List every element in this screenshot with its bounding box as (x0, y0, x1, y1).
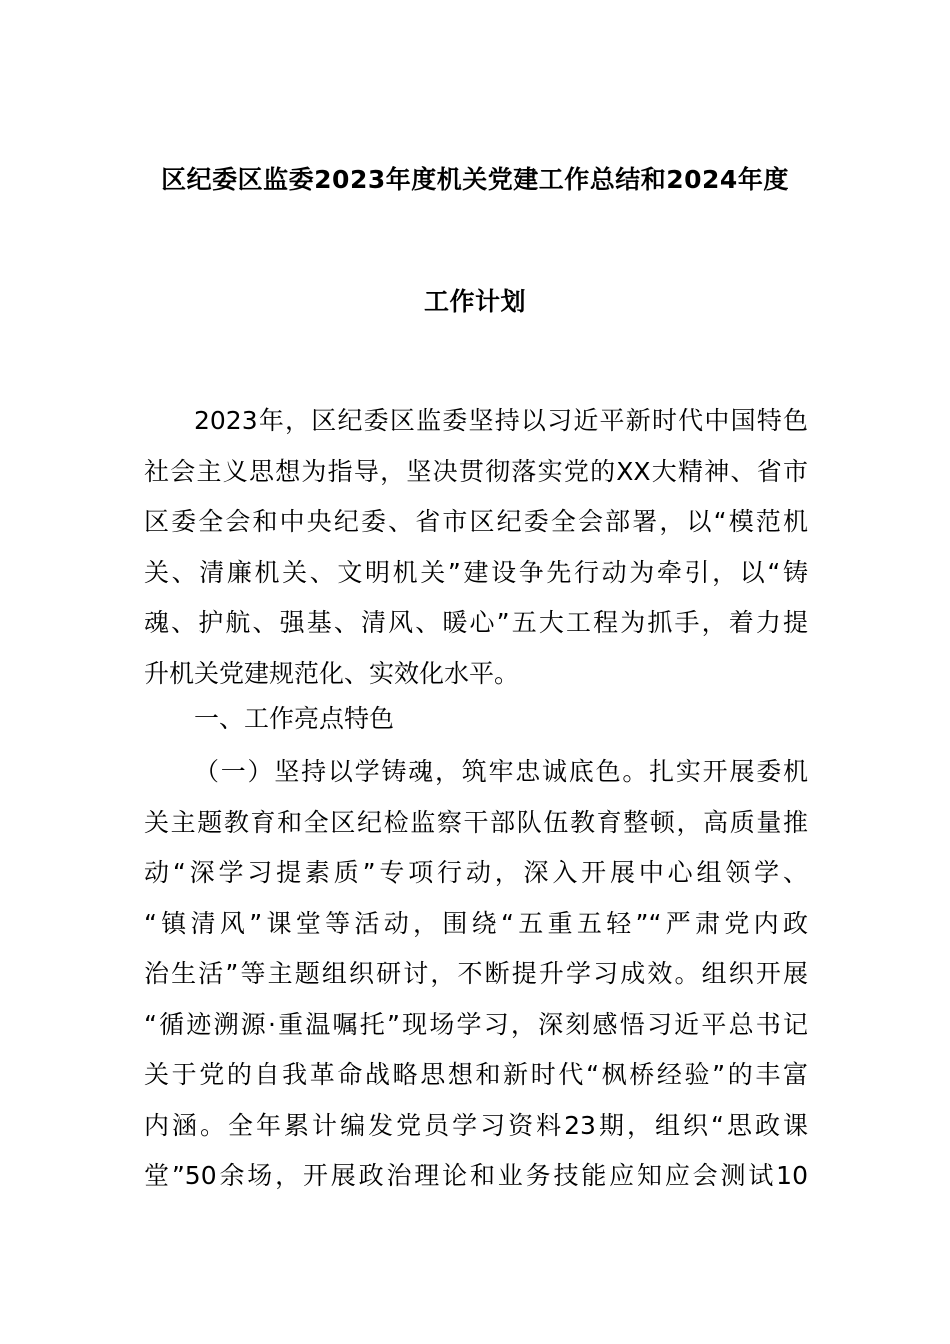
paragraph-line: （一）坚持以学铸魂，筑牢忠诚底色。扎实开展委机 (194, 757, 808, 786)
paragraph-line: 区委全会和中央纪委、省市区纪委全会部署，以“模范机 (144, 507, 808, 536)
paragraph-line: 魂、护航、强基、清风、暖心”五大工程为抓手，着力提 (144, 608, 808, 637)
document-title-line-2: 工作计划 (423, 287, 526, 316)
paragraph-line: 治生活”等主题组织研讨，不断提升学习成效。组织开展 (144, 959, 808, 988)
paragraph-line: 堂”50余场，开展政治理论和业务技能应知应会测试10 (144, 1161, 808, 1190)
section-heading: 一、工作亮点特色 (194, 704, 395, 733)
paragraph-line: “镇清风”课堂等活动，围绕“五重五轻”“严肃党内政 (144, 908, 808, 938)
paragraph-line: 动“深学习提素质”专项行动，深入开展中心组领学、 (144, 858, 808, 887)
paragraph-line: 社会主义思想为指导，坚决贯彻落实党的XX大精神、省市 (144, 456, 808, 486)
paragraph-line: 关于党的自我革命战略思想和新时代“枫桥经验”的丰富 (144, 1060, 808, 1089)
document-title-line-1: 区纪委区监委2023年度机关党建工作总结和2024年度 (161, 165, 789, 194)
paragraph-line: 关、清廉机关、文明机关”建设争先行动为牵引，以“铸 (144, 557, 808, 587)
section1-paragraph (144, 747, 808, 1202)
paragraph-line: 升机关党建规范化、实效化水平。 (144, 658, 520, 688)
paragraph-line: 关主题教育和全区纪检监察干部队伍教育整顿，高质量推 (144, 807, 808, 837)
intro-paragraph (144, 396, 808, 699)
paragraph-line: “循迹溯源·重温嘱托”现场学习，深刻感悟习近平总书记 (144, 1009, 808, 1039)
paragraph-line: 内涵。全年累计编发党员学习资料23期，组织“思政课 (144, 1110, 808, 1140)
paragraph-line: 2023年，区纪委区监委坚持以习近平新时代中国特色 (194, 406, 808, 435)
